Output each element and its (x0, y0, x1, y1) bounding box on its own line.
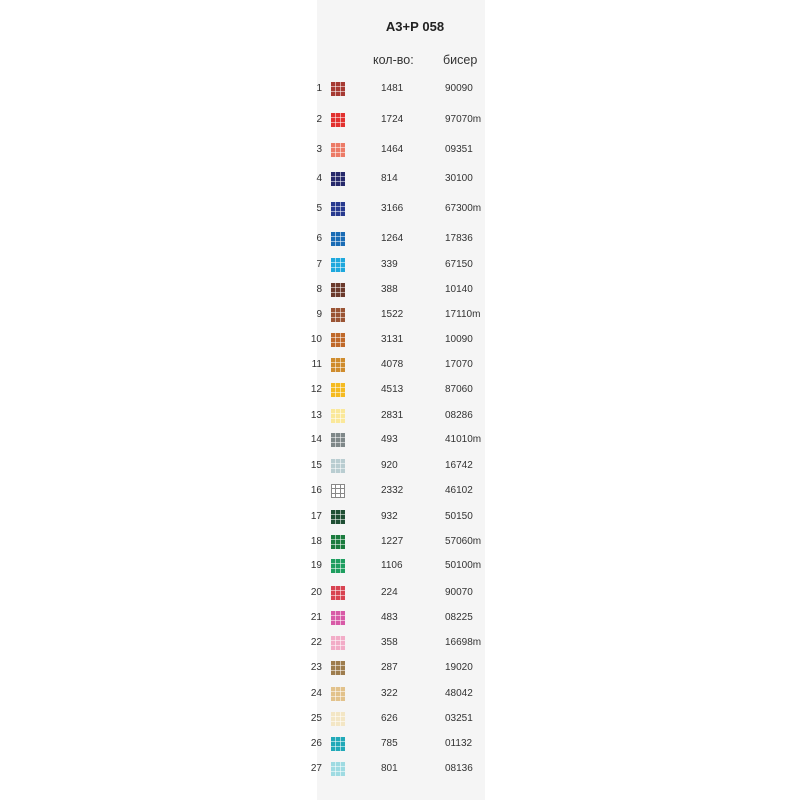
row-number: 7 (316, 259, 322, 270)
bead-code: 08225 (445, 612, 473, 623)
legend-row (0, 433, 800, 447)
color-swatch (331, 202, 345, 216)
bead-count: 1522 (381, 309, 404, 320)
bead-count: 1724 (381, 114, 404, 125)
legend-row (0, 358, 800, 372)
color-swatch (331, 258, 345, 272)
color-swatch (331, 459, 345, 473)
legend-row (0, 258, 800, 272)
bead-code: 01132 (445, 738, 473, 749)
color-swatch (331, 82, 345, 96)
legend-row (0, 712, 800, 726)
legend-row (0, 559, 800, 573)
row-number: 16 (310, 485, 322, 496)
bead-code: 10090 (445, 334, 473, 345)
bead-count: 388 (381, 284, 398, 295)
bead-count: 358 (381, 637, 398, 648)
row-number: 11 (311, 359, 322, 370)
legend-row (0, 510, 800, 524)
bead-count: 1264 (381, 233, 404, 244)
color-swatch (331, 143, 345, 157)
row-number: 18 (310, 536, 322, 547)
color-swatch (331, 383, 345, 397)
row-number: 17 (310, 511, 322, 522)
row-number: 20 (310, 587, 322, 598)
bead-code: 67300m (445, 203, 482, 214)
color-swatch (331, 762, 345, 776)
color-swatch (331, 559, 345, 573)
row-number: 14 (310, 434, 322, 445)
legend-row (0, 202, 800, 216)
row-number: 23 (310, 662, 322, 673)
bead-code: 08136 (445, 763, 473, 774)
bead-count: 626 (381, 713, 398, 724)
legend-row (0, 283, 800, 297)
bead-count: 801 (381, 763, 398, 774)
bead-code: 90090 (445, 83, 473, 94)
legend-row (0, 687, 800, 701)
bead-count: 4078 (381, 359, 404, 370)
bead-code: 03251 (445, 713, 473, 724)
row-number: 26 (310, 738, 322, 749)
color-swatch (331, 535, 345, 549)
legend-row (0, 333, 800, 347)
bead-code: 57060m (445, 536, 482, 547)
legend-row (0, 737, 800, 751)
row-number: 8 (316, 284, 322, 295)
row-number: 3 (316, 144, 322, 155)
bead-count: 493 (381, 434, 398, 445)
row-number: 27 (310, 763, 322, 774)
bead-code: 87060 (445, 384, 473, 395)
row-number: 6 (316, 233, 322, 244)
bead-code: 17110m (445, 309, 481, 320)
bead-code: 16698m (445, 637, 482, 648)
row-number: 4 (316, 173, 322, 184)
bead-code: 10140 (445, 284, 473, 295)
bead-code: 17070 (445, 359, 473, 370)
row-number: 12 (310, 384, 322, 395)
column-header-qty: кол-во: (373, 53, 414, 67)
bead-count: 785 (381, 738, 398, 749)
bead-code: 16742 (445, 460, 473, 471)
color-swatch (331, 484, 345, 498)
color-swatch (331, 358, 345, 372)
bead-count: 1227 (381, 536, 404, 547)
row-number: 21 (310, 612, 322, 623)
bead-code: 08286 (445, 410, 473, 421)
color-swatch (331, 510, 345, 524)
row-number: 15 (310, 460, 322, 471)
color-swatch (331, 232, 345, 246)
bead-code: 67150 (445, 259, 473, 270)
color-swatch (331, 687, 345, 701)
legend-row (0, 308, 800, 322)
bead-count: 1481 (381, 83, 404, 94)
legend-row (0, 409, 800, 423)
row-number: 22 (310, 637, 322, 648)
bead-code: 30100 (445, 173, 473, 184)
color-swatch (331, 433, 345, 447)
row-number: 25 (310, 713, 322, 724)
bead-code: 46102 (445, 485, 473, 496)
bead-count: 932 (381, 511, 398, 522)
bead-code: 41010m (445, 434, 482, 445)
bead-count: 1464 (381, 144, 404, 155)
chart-title: А3+Р 058 (385, 19, 445, 34)
color-swatch (331, 333, 345, 347)
bead-count: 2332 (381, 485, 404, 496)
color-swatch (331, 611, 345, 625)
bead-code: 97070m (445, 114, 482, 125)
legend-row (0, 82, 800, 96)
bead-count: 920 (381, 460, 398, 471)
bead-count: 483 (381, 612, 398, 623)
row-number: 13 (310, 410, 322, 421)
bead-count: 224 (381, 587, 398, 598)
row-number: 1 (316, 83, 322, 94)
legend-row (0, 636, 800, 650)
legend-row (0, 143, 800, 157)
legend-row (0, 762, 800, 776)
color-swatch (331, 586, 345, 600)
color-swatch (331, 636, 345, 650)
row-number: 10 (310, 334, 322, 345)
row-number: 9 (316, 309, 322, 320)
color-swatch (331, 661, 345, 675)
legend-row (0, 459, 800, 473)
color-swatch (331, 283, 345, 297)
bead-count: 287 (381, 662, 398, 673)
bead-count: 339 (381, 259, 398, 270)
bead-code: 50100m (445, 560, 482, 571)
bead-code: 90070 (445, 587, 473, 598)
legend-row (0, 535, 800, 549)
color-swatch (331, 409, 345, 423)
bead-count: 322 (381, 688, 398, 699)
row-number: 5 (316, 203, 322, 214)
bead-count: 1106 (381, 560, 403, 571)
color-swatch (331, 712, 345, 726)
bead-count: 4513 (381, 384, 404, 395)
legend-row (0, 661, 800, 675)
color-swatch (331, 113, 345, 127)
bead-count: 3131 (381, 334, 404, 345)
bead-code: 17836 (445, 233, 473, 244)
color-swatch (331, 308, 345, 322)
legend-row (0, 611, 800, 625)
bead-code: 09351 (445, 144, 473, 155)
bead-count: 814 (381, 173, 398, 184)
legend-row (0, 232, 800, 246)
bead-code: 50150 (445, 511, 473, 522)
color-swatch (331, 737, 345, 751)
row-number: 2 (316, 114, 322, 125)
row-number: 24 (310, 688, 322, 699)
bead-count: 3166 (381, 203, 404, 214)
bead-count: 2831 (381, 410, 404, 421)
legend-row (0, 113, 800, 127)
color-swatch (331, 172, 345, 186)
legend-row (0, 484, 800, 498)
legend-row (0, 383, 800, 397)
legend-row (0, 586, 800, 600)
bead-code: 48042 (445, 688, 473, 699)
row-number: 19 (310, 560, 322, 571)
bead-code: 19020 (445, 662, 473, 673)
column-header-bead: бисер (443, 53, 478, 67)
legend-row (0, 172, 800, 186)
